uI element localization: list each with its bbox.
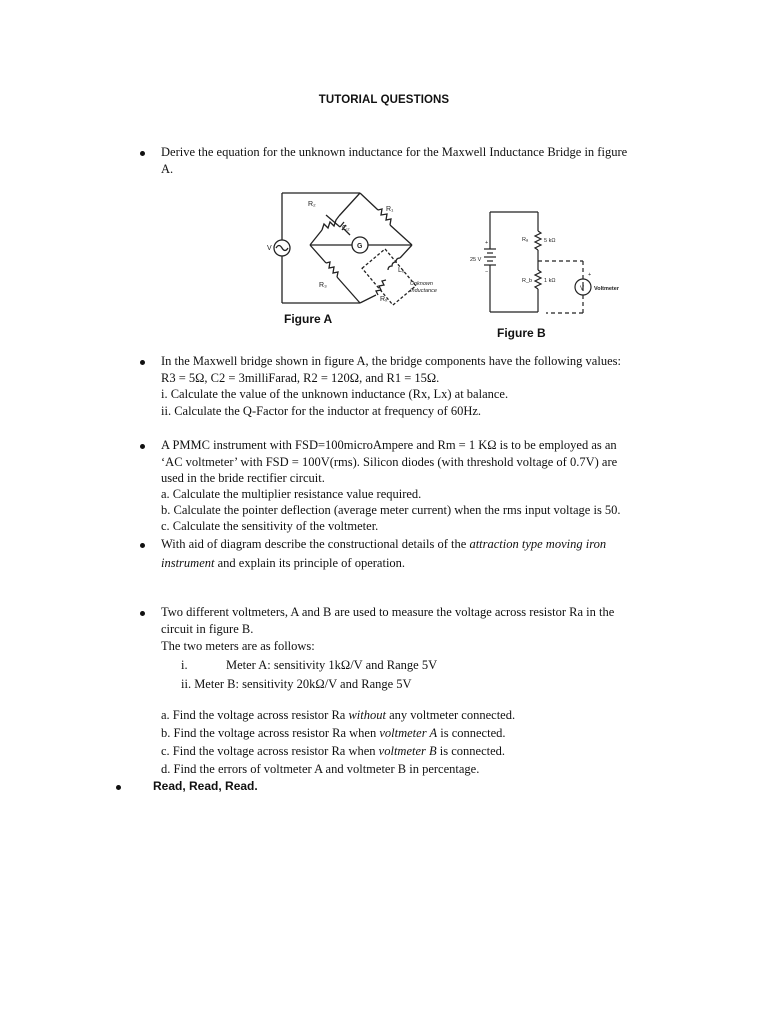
bullet-q5 bbox=[140, 611, 145, 616]
label-plus-top: + bbox=[485, 240, 489, 246]
q5-line-3: The two meters are as follows: bbox=[161, 639, 315, 653]
q5-part-d: d. Find the errors of voltmeter A and voltmeter B in percentage. bbox=[161, 762, 480, 776]
q3-line-1: A PMMC instrument with FSD=100microAmpere and Rm = 1 KΩ is to be employed as an bbox=[161, 438, 617, 452]
q5-part-a bbox=[161, 707, 515, 724]
label-vm-v: V bbox=[580, 286, 585, 292]
q4-text-1b: attraction type moving iron bbox=[469, 537, 607, 551]
q4-text-1a: With aid of diagram describe the constructional details of the bbox=[161, 537, 470, 551]
q5-part-b bbox=[161, 725, 506, 742]
q3-line-6: c. Calculate the sensitivity of the voltmeter. bbox=[161, 519, 379, 533]
q3-line-3: used in the bride rectifier circuit. bbox=[161, 471, 325, 485]
q5-b-it: voltmeter A bbox=[379, 726, 438, 740]
label-c2: C₂ bbox=[342, 225, 350, 232]
figure-b-caption: Figure B bbox=[497, 326, 546, 340]
q2-line-1: In the Maxwell bridge shown in figure A, the bridge components have the following values: bbox=[161, 354, 621, 368]
label-inductance: Inductance bbox=[410, 288, 437, 294]
label-voltmeter: Voltmeter bbox=[594, 286, 619, 292]
label-rb-value: 1 kΩ bbox=[544, 278, 556, 284]
q2-line-4: ii. Calculate the Q-Factor for the inductor at frequency of 60Hz. bbox=[161, 404, 482, 418]
q4-line-2 bbox=[161, 555, 405, 572]
bullet-q2 bbox=[140, 360, 145, 365]
page-title: TUTORIAL QUESTIONS bbox=[318, 94, 450, 106]
label-v: V bbox=[267, 245, 272, 252]
q5-b-pre: b. Find the voltage across resistor Ra when bbox=[161, 726, 380, 740]
bullet-q6 bbox=[116, 785, 121, 790]
q5-c-post: is connected. bbox=[436, 744, 506, 758]
q5-a-pre: a. Find the voltage across resistor Ra bbox=[161, 708, 349, 722]
figure-a-caption: Figure A bbox=[284, 312, 333, 326]
label-g: G bbox=[357, 243, 363, 250]
label-minus-bottom: − bbox=[485, 269, 489, 275]
label-r2: R₂ bbox=[308, 201, 316, 208]
q2-line-3: i. Calculate the value of the unknown inductance (Rx, Lx) at balance. bbox=[161, 387, 509, 401]
q3-line-4: a. Calculate the multiplier resistance value required. bbox=[161, 487, 422, 501]
label-r3: R₃ bbox=[319, 282, 327, 289]
q2-line-2: R3 = 5Ω, C2 = 3milliFarad, R2 = 120Ω, and R1 = 15Ω. bbox=[161, 371, 440, 385]
q4-text-2a: instrument bbox=[161, 556, 215, 570]
q3-line-5: b. Calculate the pointer deflection (average meter current) when the rms input voltage is 50. bbox=[161, 503, 621, 517]
label-ra: Rₐ bbox=[522, 237, 529, 243]
q4-text-2b: and explain its principle of operation. bbox=[214, 556, 406, 570]
q1-line-2: A. bbox=[161, 162, 174, 176]
bullet-q3 bbox=[140, 444, 145, 449]
q5-c-it: voltmeter B bbox=[378, 744, 437, 758]
q5-line-2: circuit in figure B. bbox=[161, 622, 254, 636]
q5-part-c bbox=[161, 743, 505, 760]
q5-meter-b: ii. Meter B: sensitivity 20kΩ/V and Range 5V bbox=[181, 677, 412, 691]
label-ra-value: 5 kΩ bbox=[544, 238, 556, 244]
label-lx: Lₓ bbox=[398, 267, 405, 274]
q1-line-1: Derive the equation for the unknown inductance for the Maxwell Inductance Bridge in figure bbox=[161, 145, 628, 159]
q5-c-pre: c. Find the voltage across resistor Ra when bbox=[161, 744, 379, 758]
q5-b-post: is connected. bbox=[437, 726, 506, 740]
q5-a-post: any voltmeter connected. bbox=[385, 708, 516, 722]
label-r1: R₁ bbox=[386, 206, 394, 213]
figure-b-diagram bbox=[468, 207, 628, 317]
q6-text: Read, Read, Read. bbox=[153, 779, 258, 793]
bullet-q4 bbox=[140, 543, 145, 548]
label-rx: Rₓ bbox=[380, 296, 388, 303]
q5-line-1: Two different voltmeters, A and B are used to measure the voltage across resistor Ra in the bbox=[161, 605, 615, 619]
q5-meter-a-num: i. bbox=[181, 658, 188, 672]
label-rb: R_b bbox=[522, 278, 533, 284]
q3-line-2: ‘AC voltmeter’ with FSD = 100V(rms). Silicon diodes (with threshold voltage of 0.7V) are bbox=[161, 455, 618, 469]
q5-meter-a: Meter A: sensitivity 1kΩ/V and Range 5V bbox=[226, 658, 438, 672]
figure-a-diagram bbox=[260, 185, 450, 310]
label-vm-plus: + bbox=[588, 272, 592, 278]
label-source: 25 V bbox=[470, 257, 482, 263]
label-unknown: Unknown bbox=[410, 281, 433, 287]
q4-line-1 bbox=[161, 536, 606, 553]
q5-a-it: without bbox=[348, 708, 386, 722]
bullet-q1 bbox=[140, 151, 145, 156]
